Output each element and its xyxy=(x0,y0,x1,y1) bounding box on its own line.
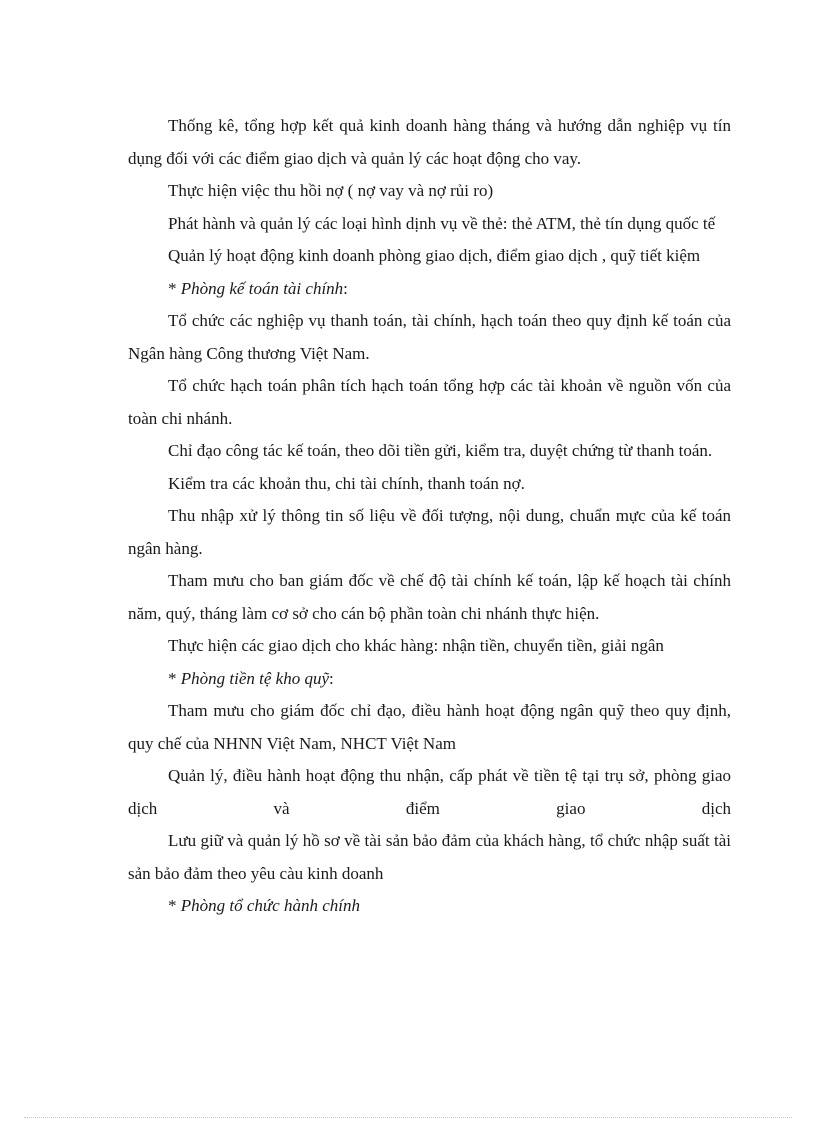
bullet-star: * xyxy=(168,668,181,688)
paragraph: Quản lý hoạt động kinh doanh phòng giao dịch, điểm giao dịch , quỹ tiết kiệm xyxy=(168,246,701,265)
paragraph: Chỉ đạo công tác kế toán, theo dõi tiền gửi, kiểm tra, duyệt chứng từ thanh toán. xyxy=(168,441,713,460)
heading-suffix: : xyxy=(329,668,334,688)
page-bottom-divider xyxy=(24,1117,792,1118)
paragraph: Lưu giữ và quản lý hồ sơ về tài sản bảo đảm của khách hàng, tổ chức nhập suất tài sản bảo đảm theo yêu càu kinh doanh xyxy=(128,831,731,883)
paragraph: Tổ chức các nghiệp vụ thanh toán, tài chính, hạch toán theo quy định kế toán của Ngân hàng Công thương Việt Nam. xyxy=(128,311,731,363)
heading-text: Phòng tiền tệ kho quỹ xyxy=(180,668,329,688)
heading-text: Phòng tổ chức hành chính xyxy=(180,896,360,915)
paragraph: Kiểm tra các khoản thu, chi tài chính, thanh toán nợ. xyxy=(168,473,525,493)
heading-suffix: : xyxy=(343,278,348,298)
paragraph: Tham mưu cho ban giám đốc về chế độ tài chính kế toán, lập kế hoạch tài chính năm, quý, tháng làm cơ sở cho cán bộ phần toàn chi nhánh thực hiện. xyxy=(128,571,731,623)
paragraph: Thực hiện các giao dịch cho khác hàng: nhận tiền, chuyển tiền, giải ngân xyxy=(168,636,664,655)
section-heading-accounting xyxy=(128,273,731,306)
bullet-star: * xyxy=(168,278,181,298)
paragraph: Thu nhập xử lý thông tin số liệu về đối tượng, nội dung, chuẩn mực của kế toán ngân hàng. xyxy=(128,506,731,558)
document-page xyxy=(128,110,731,923)
heading-text: Phòng kế toán tài chính xyxy=(180,278,344,298)
section-heading-admin xyxy=(128,890,731,923)
section-heading-treasury xyxy=(128,663,731,696)
paragraph: Tham mưu cho giám đốc chỉ đạo, điều hành hoạt động ngân quỹ theo quy định, quy chế của NHNN Việt Nam, NHCT Việt Nam xyxy=(128,701,731,753)
bullet-star: * xyxy=(168,896,181,915)
paragraph: Tổ chức hạch toán phân tích hạch toán tổng hợp các tài khoản về nguồn vốn của toàn chi nhánh. xyxy=(128,376,731,428)
paragraph: Quản lý, điều hành hoạt động thu nhận, cấp phát về tiền tệ tại trụ sở, phòng giao dịch và điểm giao dịch xyxy=(128,766,731,818)
paragraph: Thực hiện việc thu hồi nợ ( nợ vay và nợ rủi ro) xyxy=(168,181,494,200)
paragraph: Thống kê, tổng hợp kết quả kinh doanh hàng tháng và hướng dẫn nghiệp vụ tín dụng đối với các điểm giao dịch và quản lý các hoạt động cho vay. xyxy=(128,116,731,168)
paragraph: Phát hành và quản lý các loại hình dịnh vụ về thẻ: thẻ ATM, thẻ tín dụng quốc tế xyxy=(168,213,716,233)
